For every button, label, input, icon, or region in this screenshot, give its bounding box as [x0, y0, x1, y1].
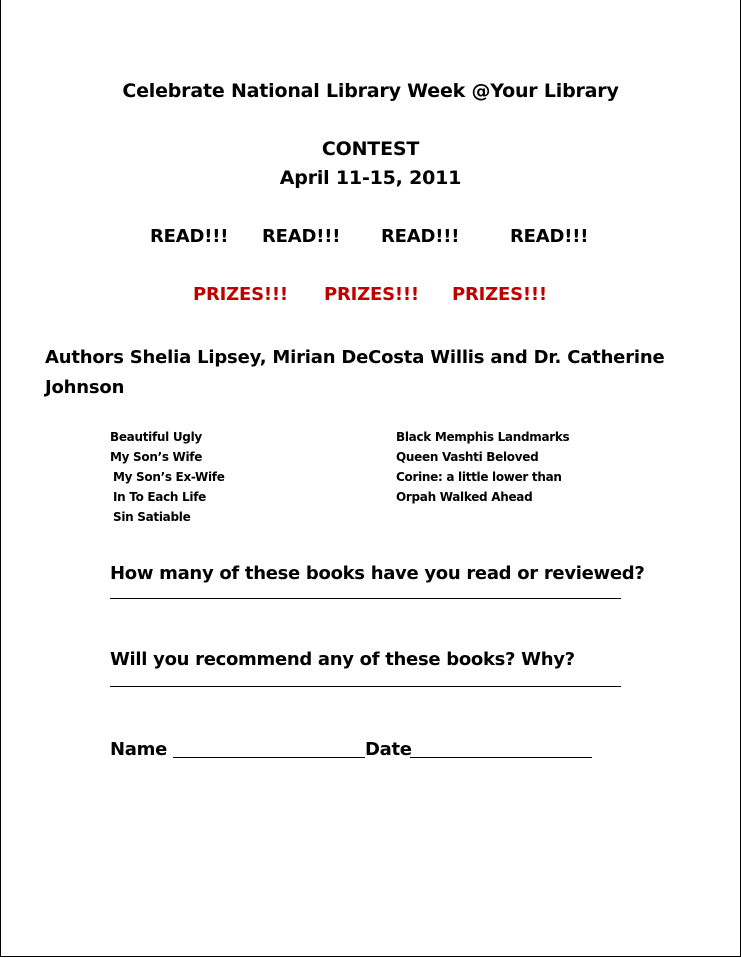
book-title: Beautiful Ugly [110, 430, 202, 444]
book-title: My Son’s Wife [110, 450, 203, 464]
read-word: READ!!! [510, 226, 589, 247]
prize-word: PRIZES!!! [193, 284, 288, 305]
book-title: Black Memphis Landmarks [396, 430, 570, 444]
question-books-read: How many of these books have you read or reviewed? [110, 563, 645, 584]
name-label: Name [110, 739, 167, 760]
page-title: Celebrate National Library Week @Your Library [122, 80, 619, 102]
date-label: Date [365, 739, 412, 760]
book-title: My Son’s Ex-Wife [113, 470, 225, 484]
prize-word: PRIZES!!! [452, 284, 547, 305]
book-title: In To Each Life [113, 490, 206, 504]
read-word: READ!!! [381, 226, 460, 247]
date-field-line[interactable] [410, 757, 592, 758]
prize-word: PRIZES!!! [324, 284, 419, 305]
book-title: Orpah Walked Ahead [396, 490, 533, 504]
book-title: Queen Vashti Beloved [396, 450, 539, 464]
contest-heading: CONTEST [321, 138, 420, 160]
read-word: READ!!! [262, 226, 341, 247]
answer-line-books-read[interactable] [110, 598, 621, 599]
book-title: Sin Satiable [113, 510, 191, 524]
contest-dates: April 11-15, 2011 [279, 167, 462, 189]
read-word: READ!!! [150, 226, 229, 247]
book-title: Corine: a little lower than [396, 470, 562, 484]
answer-line-recommend[interactable] [110, 686, 621, 687]
authors-line: Authors Shelia Lipsey, Mirian DeCosta Willis and Dr. Catherine Johnson [45, 347, 665, 398]
name-field-line[interactable] [173, 757, 365, 758]
question-recommend: Will you recommend any of these books? Why? [110, 649, 575, 670]
